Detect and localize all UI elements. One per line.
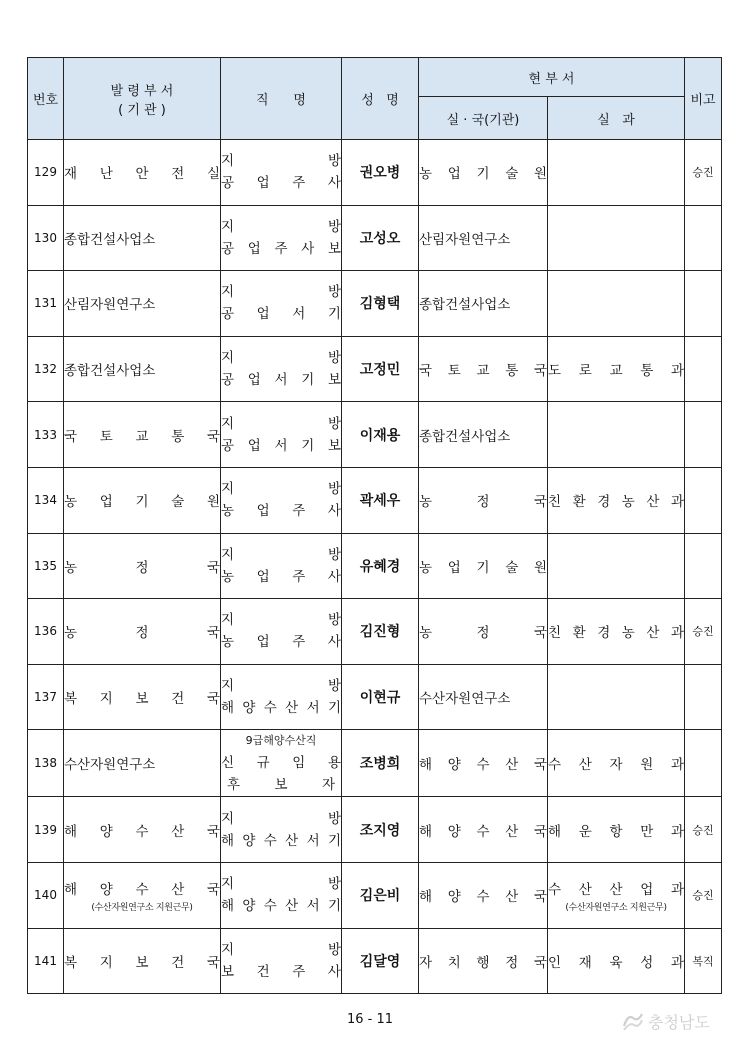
current-section: [548, 402, 685, 468]
person-name: 조병희: [342, 730, 419, 797]
job-title-line1: 지 방: [221, 350, 341, 367]
row-number: 130: [28, 205, 64, 271]
current-office: [419, 862, 548, 928]
job-title: [221, 928, 342, 994]
current-section-label: 해 운 항 만 과: [548, 823, 684, 840]
issuing-dept-label: 농 정 국: [64, 625, 220, 642]
job-title: [221, 862, 342, 928]
current-office: [419, 205, 548, 271]
header-dept-line1: 발 령 부 서: [110, 83, 174, 99]
page-number: 16 - 11: [346, 1012, 394, 1027]
remark: 승진: [685, 599, 722, 665]
current-section-label: 친 환 경 농 산 과: [548, 625, 685, 642]
remark: [685, 467, 722, 533]
person-name: 김달영: [342, 928, 419, 994]
header-dept-line2: ( 기 관 ): [118, 102, 166, 118]
issuing-dept-label: 재 난 안 전 실: [64, 166, 220, 183]
current-section: [548, 928, 685, 994]
person-name: 이현규: [342, 664, 419, 730]
job-title-line2: 해 양 수 산 서 기: [221, 700, 341, 717]
current-section: [548, 797, 685, 863]
job-title-line2: 공 업 주 사 보: [221, 240, 341, 257]
issuing-dept: [64, 730, 221, 797]
job-title-line2: 신 규 임 용: [221, 755, 341, 772]
header-no: 번호: [28, 58, 64, 140]
header-current-office: 실 · 국(기관): [419, 97, 548, 140]
job-title-line2: 공 업 서 기 보: [221, 437, 341, 454]
issuing-dept-label: 농 업 기 술 원: [64, 494, 220, 511]
issuing-dept-label: 복 지 보 건 국: [64, 954, 220, 971]
job-title-line1: 지 방: [221, 481, 341, 498]
issuing-dept: [64, 664, 221, 730]
current-office-label: 산 림 자 원 연 구 소: [419, 231, 511, 248]
job-title-line2: 공 업 주 사: [221, 175, 341, 192]
table-row: [28, 928, 722, 994]
current-section-label: 인 재 육 성 과: [548, 954, 684, 971]
remark: 승진: [685, 862, 722, 928]
row-number: 137: [28, 664, 64, 730]
person-name: 유혜경: [342, 533, 419, 599]
table-body: [28, 140, 722, 994]
job-title-line1: 지 방: [221, 218, 341, 235]
table-row: [28, 467, 722, 533]
issuing-dept: [64, 336, 221, 402]
province-logo-icon: [620, 1008, 646, 1034]
row-number: 138: [28, 730, 64, 797]
person-name: 김은비: [342, 862, 419, 928]
issuing-dept-label: 국 토 교 통 국: [64, 428, 220, 445]
row-number: 139: [28, 797, 64, 863]
job-title-line2: 해 양 수 산 서 기: [221, 832, 341, 849]
remark: [685, 205, 722, 271]
issuing-dept: [64, 797, 221, 863]
current-section: [548, 140, 685, 206]
current-office: [419, 599, 548, 665]
row-number: 141: [28, 928, 64, 994]
row-number: 133: [28, 402, 64, 468]
current-office-label: 해 양 수 산 국: [419, 889, 547, 906]
table-row: [28, 402, 722, 468]
table-row: [28, 730, 722, 797]
remark: 승진: [685, 140, 722, 206]
current-section: [548, 271, 685, 337]
current-office-label: 해 양 수 산 국: [419, 823, 547, 840]
remark: [685, 730, 722, 797]
job-title: [221, 336, 342, 402]
table-row: [28, 205, 722, 271]
current-section: [548, 533, 685, 599]
job-title-line2: 농 업 주 사: [221, 634, 341, 651]
remark: 승진: [685, 797, 722, 863]
current-office-label: 농 정 국: [419, 494, 547, 511]
current-office: [419, 140, 548, 206]
job-title-line2: 공 업 서 기: [221, 306, 341, 323]
issuing-dept: [64, 928, 221, 994]
current-office-label: 종 합 건 설 사 업 소: [419, 297, 511, 314]
person-name: 이재용: [342, 402, 419, 468]
job-title-line1: 지 방: [221, 810, 341, 827]
current-office: [419, 402, 548, 468]
table-row: [28, 599, 722, 665]
current-section: [548, 730, 685, 797]
job-title: [221, 271, 342, 337]
remark: [685, 402, 722, 468]
current-office-label: 자 치 행 정 국: [419, 954, 547, 971]
current-section-label: 친 환 경 농 산 과: [548, 494, 685, 511]
person-name: 고정민: [342, 336, 419, 402]
current-section: [548, 664, 685, 730]
current-office: [419, 271, 548, 337]
issuing-dept: [64, 402, 221, 468]
header-note: 비고: [685, 58, 722, 140]
job-title-line3: 후 보 자: [227, 777, 335, 794]
row-number: 134: [28, 467, 64, 533]
current-office-label: 농 정 국: [419, 625, 547, 642]
person-name: 고성오: [342, 205, 419, 271]
current-section-label: 도 로 교 통 과: [548, 363, 684, 380]
issuing-dept-label: 종 합 건 설 사 업 소: [64, 363, 156, 380]
current-office: [419, 928, 548, 994]
row-number: 131: [28, 271, 64, 337]
table-row: [28, 664, 722, 730]
table-row: [28, 336, 722, 402]
issuing-dept-label: 복 지 보 건 국: [64, 691, 220, 708]
row-number: 136: [28, 599, 64, 665]
issuing-dept: [64, 862, 221, 928]
issuing-dept-note: (수산자원연구소 지원근무): [91, 902, 193, 913]
current-office-label: 해 양 수 산 국: [419, 757, 547, 774]
current-section: [548, 336, 685, 402]
job-title: [221, 664, 342, 730]
job-title: [221, 140, 342, 206]
row-number: 135: [28, 533, 64, 599]
current-office: [419, 336, 548, 402]
person-name: 김진형: [342, 599, 419, 665]
remark: [685, 664, 722, 730]
current-section: [548, 205, 685, 271]
remark: [685, 533, 722, 599]
header-position: 직 명: [221, 58, 342, 140]
issuing-dept-label: 산 림 자 원 연 구 소: [64, 297, 156, 314]
watermark-text: 충청남도: [648, 1013, 710, 1032]
job-title-line1: 지 방: [221, 546, 341, 563]
job-title: [221, 730, 342, 797]
current-section: [548, 467, 685, 533]
table-header: [28, 58, 722, 140]
issuing-dept-label: 수 산 자 원 연 구 소: [64, 757, 156, 774]
job-title-line2: 농 업 주 사: [221, 503, 341, 520]
issuing-dept-label: 농 정 국: [64, 559, 220, 576]
row-number: 129: [28, 140, 64, 206]
personnel-table: [27, 57, 722, 994]
job-title: [221, 467, 342, 533]
job-title-line2: 해 양 수 산 서 기: [221, 898, 341, 915]
table-row: [28, 271, 722, 337]
current-section-label: 수 산 산 업 과: [548, 881, 684, 898]
issuing-dept: [64, 271, 221, 337]
remark: 복직: [685, 928, 722, 994]
job-title-line1: 지 방: [221, 415, 341, 432]
job-title-line1: 지 방: [221, 678, 341, 695]
issuing-dept: [64, 467, 221, 533]
person-name: 조지영: [342, 797, 419, 863]
job-title-line1: 지 방: [221, 941, 341, 958]
job-title-line1: 9급해양수산직: [245, 734, 317, 748]
current-office-label: 농 업 기 술 원: [419, 166, 547, 183]
issuing-dept-label: 해 양 수 산 국: [64, 881, 220, 898]
row-number: 140: [28, 862, 64, 928]
issuing-dept: [64, 599, 221, 665]
person-name: 권오병: [342, 140, 419, 206]
header-dept: [64, 58, 221, 140]
issuing-dept: [64, 205, 221, 271]
current-office: [419, 467, 548, 533]
current-section: [548, 599, 685, 665]
current-section-note: (수산자원연구소 지원근무): [565, 902, 667, 913]
current-office-label: 농 업 기 술 원: [419, 559, 547, 576]
row-number: 132: [28, 336, 64, 402]
job-title-line1: 지 방: [221, 612, 341, 629]
person-name: 곽세우: [342, 467, 419, 533]
job-title: [221, 599, 342, 665]
current-office-label: 수 산 자 원 연 구 소: [419, 691, 511, 708]
table-row: [28, 533, 722, 599]
job-title: [221, 797, 342, 863]
header-current-section: 실 과: [548, 97, 685, 140]
header-current: 현 부 서: [419, 58, 685, 97]
table-row: [28, 797, 722, 863]
issuing-dept: [64, 140, 221, 206]
current-office: [419, 730, 548, 797]
job-title-line1: 지 방: [221, 876, 341, 893]
job-title-line2: 보 건 주 사: [221, 963, 341, 980]
job-title-line2: 농 업 주 사: [221, 568, 341, 585]
current-office-label: 종 합 건 설 사 업 소: [419, 428, 511, 445]
header-name: 성 명: [342, 58, 419, 140]
remark: [685, 336, 722, 402]
issuing-dept-label: 종 합 건 설 사 업 소: [64, 231, 156, 248]
remark: [685, 271, 722, 337]
issuing-dept: [64, 533, 221, 599]
issuing-dept-label: 해 양 수 산 국: [64, 823, 220, 840]
table-row: [28, 140, 722, 206]
job-title-line1: 지 방: [221, 153, 341, 170]
current-office: [419, 664, 548, 730]
current-office: [419, 797, 548, 863]
current-office: [419, 533, 548, 599]
table-row: [28, 862, 722, 928]
person-name: 김형택: [342, 271, 419, 337]
job-title: [221, 205, 342, 271]
job-title-line1: 지 방: [221, 284, 341, 301]
job-title: [221, 533, 342, 599]
current-section: [548, 862, 685, 928]
current-office-label: 국 토 교 통 국: [419, 363, 547, 380]
job-title: [221, 402, 342, 468]
job-title-line2: 공 업 서 기 보: [221, 372, 341, 389]
current-section-label: 수 산 자 원 과: [548, 757, 684, 774]
